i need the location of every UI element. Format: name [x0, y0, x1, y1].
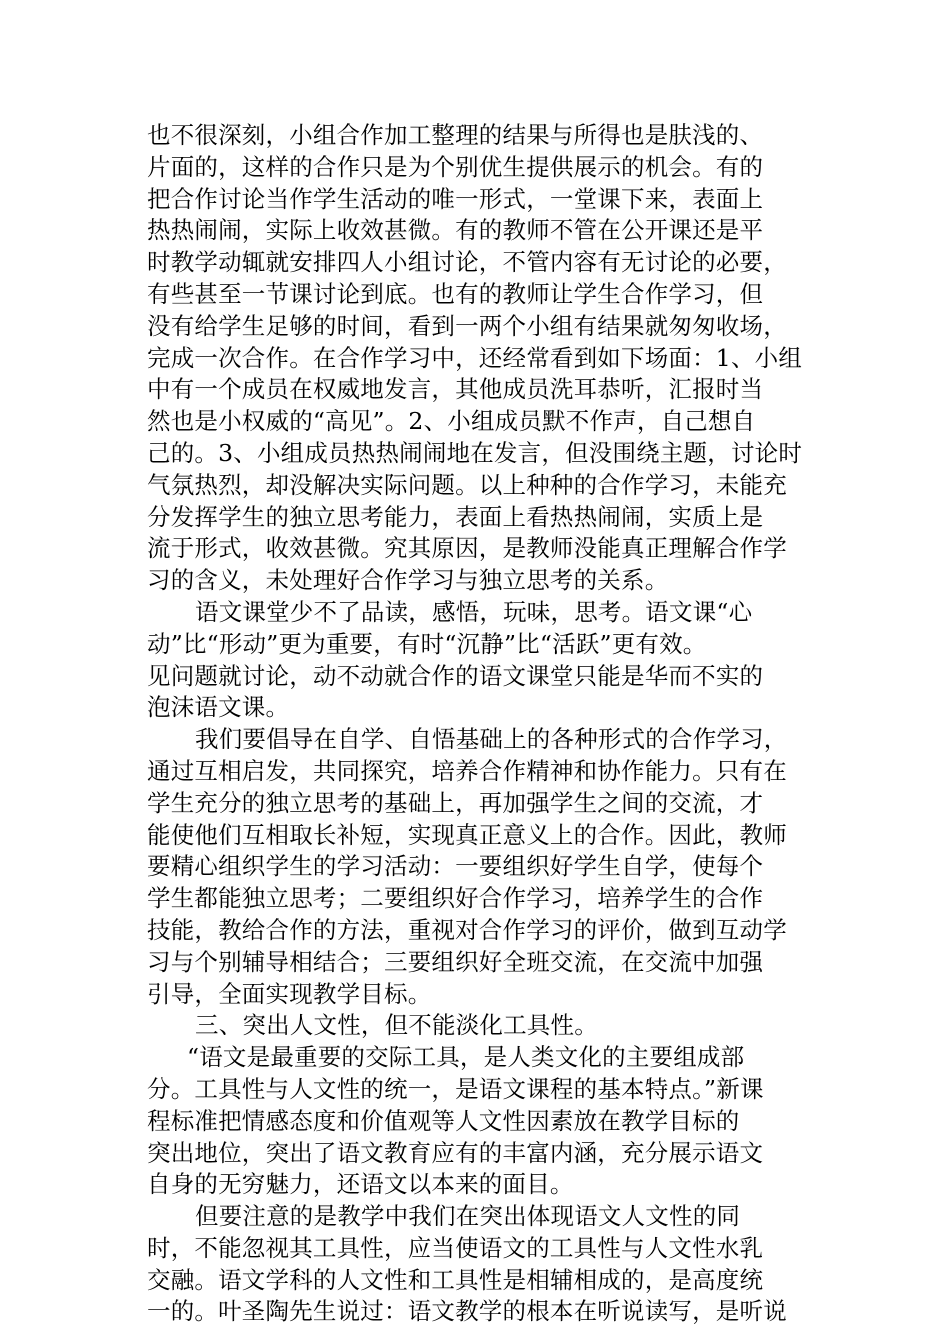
- text-line: 时教学动辄就安排四人小组讨论，不管内容有无讨论的必要，: [147, 248, 787, 277]
- text-line: 完成一次合作。在合作学习中，还经常看到如下场面：1、小组: [147, 343, 803, 372]
- text-line: 学生充分的独立思考的基础上，再加强学生之间的交流，才: [147, 788, 764, 817]
- text-line: 自身的无穷魅力，还语文以本来的面目。: [147, 1170, 574, 1199]
- body-text: [147, 120, 807, 1328]
- text-line: 要精心组织学生的学习活动：一要组织好学生自学，使每个: [147, 852, 764, 881]
- text-line: 有些甚至一节课讨论到底。也有的教师让学生合作学习，但: [147, 279, 764, 308]
- text-line: 语文课堂少不了品读，感悟，玩味，思考。语文课“心: [195, 597, 753, 626]
- text-line: 通过互相启发，共同探究，培养合作精神和协作能力。只有在: [147, 756, 787, 785]
- text-line: 但要注意的是教学中我们在突出体现语文人文性的同: [195, 1202, 741, 1231]
- text-line: 热热闹闹，实际上收效甚微。有的教师不管在公开课还是平: [147, 216, 764, 245]
- text-line: 见问题就讨论，动不动就合作的语文课堂只能是华而不实的: [147, 661, 764, 690]
- text-line: 能使他们互相取长补短，实现真正意义上的合作。因此，教师: [147, 820, 787, 849]
- text-line: 突出地位，突出了语文教育应有的丰富内涵，充分展示语文: [147, 1138, 764, 1167]
- text-line: 技能，教给合作的方法，重视对合作学习的评价，做到互动学: [147, 915, 787, 944]
- text-line: 然也是小权威的“高见”。2、小组成员默不作声，自己想自: [147, 407, 756, 436]
- text-line: 泡沫语文课。: [147, 693, 290, 722]
- text-line: 动”比“形动”更为重要，有时“沉静”比“活跃”更有效。: [147, 629, 707, 658]
- text-line: 己的。3、小组成员热热闹闹地在发言，但没围绕主题，讨论时: [147, 438, 803, 467]
- text-line: 分。工具性与人文性的统一，是语文课程的基本特点。”新课: [147, 1074, 764, 1103]
- text-line: “语文是最重要的交际工具，是人类文化的主要组成部: [187, 1043, 745, 1072]
- text-line: 中有一个成员在权威地发言，其他成员洗耳恭听，汇报时当: [147, 375, 764, 404]
- text-line: 习的含义，未处理好合作学习与独立思考的关系。: [147, 566, 669, 595]
- text-line: 学生都能独立思考；二要组织好合作学习，培养学生的合作: [147, 884, 764, 913]
- text-line: 我们要倡导在自学、自悟基础上的各种形式的合作学习，: [195, 725, 788, 754]
- text-line: 习与个别辅导相结合；三要组织好全班交流，在交流中加强: [147, 947, 764, 976]
- text-line: 没有给学生足够的时间，看到一两个小组有结果就匆匆收场，: [147, 311, 787, 340]
- text-line: 也不很深刻，小组合作加工整理的结果与所得也是肤浅的、: [147, 121, 764, 149]
- text-line: 引导，全面实现教学目标。: [147, 979, 432, 1008]
- text-line: 一的。叶圣陶先生说过：语文教学的根本在听说读写，是听说: [147, 1297, 787, 1326]
- text-line: 程标准把情感态度和价值观等人文性因素放在教学目标的: [147, 1106, 740, 1135]
- text-line: 片面的，这样的合作只是为个别优生提供展示的机会。有的: [147, 152, 764, 181]
- text-line: 把合作讨论当作学生活动的唯一形式，一堂课下来，表面上: [147, 184, 764, 213]
- text-line: 流于形式，收效甚微。究其原因，是教师没能真正理解合作学: [147, 534, 787, 563]
- text-line: 交融。语文学科的人文性和工具性是相辅相成的，是高度统: [147, 1265, 764, 1294]
- text-line: 分发挥学生的独立思考能力，表面上看热热闹闹，实质上是: [147, 502, 764, 531]
- text-line: 时，不能忽视其工具性，应当使语文的工具性与人文性水乳: [147, 1233, 764, 1262]
- text-line: 气氛热烈，却没解决实际问题。以上种种的合作学习，未能充: [147, 470, 787, 499]
- text-line: 三、突出人文性，但不能淡化工具性。: [195, 1011, 598, 1040]
